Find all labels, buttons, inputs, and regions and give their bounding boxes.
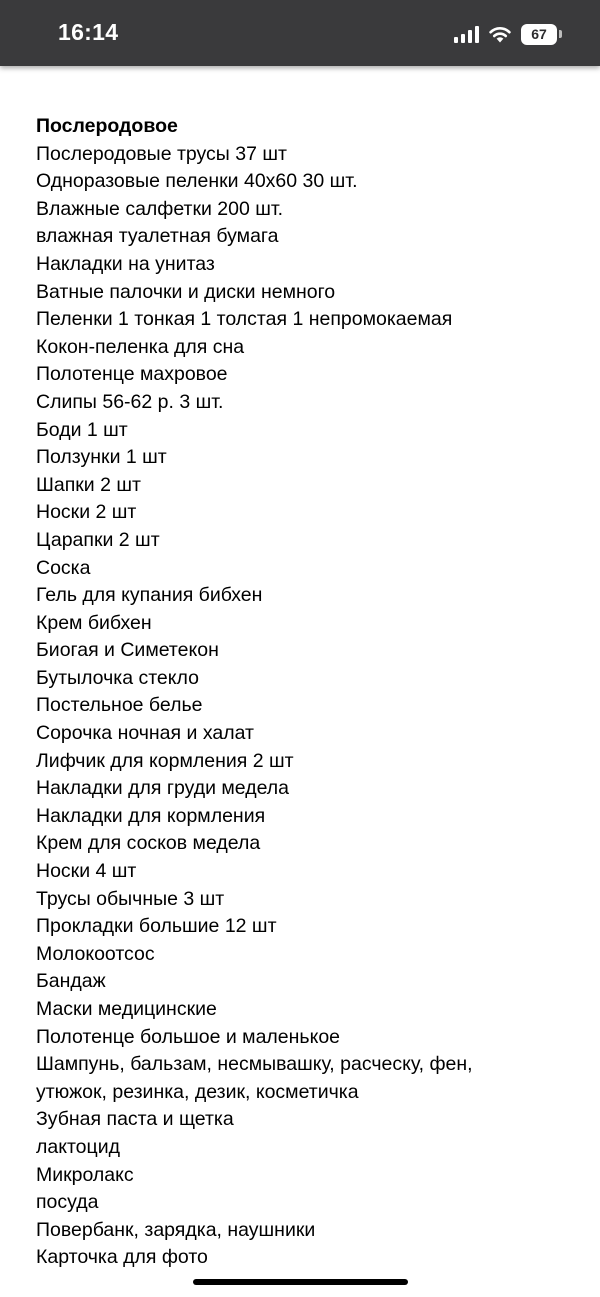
note-title: Послеродовое (36, 115, 178, 137)
status-bar (0, 0, 600, 66)
note-line: Полотенце махровое (36, 363, 228, 386)
note-line: Царапки 2 шт (36, 528, 160, 551)
status-icons (454, 22, 562, 46)
note-line: Одноразовые пеленки 40х60 30 шт. (36, 170, 358, 193)
note-line: Накладки на унитаз (36, 252, 215, 275)
note-line: Биогая и Симетекон (36, 639, 219, 662)
note-line: Крем для сосков медела (36, 832, 261, 855)
note-line: Полотенце большое и маленькое (36, 1025, 341, 1048)
note-line: Слипы 56-62 р. 3 шт. (36, 390, 224, 413)
note-line: Кокон-пеленка для сна (36, 335, 245, 358)
note-line: Бандаж (36, 970, 106, 993)
note-line: Накладки для кормления (36, 804, 266, 827)
note-line: Постельное белье (36, 694, 203, 717)
note-line: посуда (36, 1191, 99, 1214)
battery-icon (521, 24, 562, 45)
note-line: Накладки для груди медела (36, 777, 290, 800)
note-line: Трусы обычные 3 шт (36, 887, 225, 910)
note-line: Крем бибхен (36, 611, 152, 634)
note-line: Молокоотсос (36, 942, 155, 965)
home-indicator[interactable] (193, 1279, 408, 1285)
note-line: Маски медицинские (36, 998, 217, 1020)
status-time: 16:14 (58, 19, 119, 45)
note-line: Лифчик для кормления 2 шт (36, 749, 294, 772)
note-line: утюжок, резинка, дезик, косметичка (36, 1080, 359, 1103)
note-line: Соска (36, 556, 91, 579)
note-line: Носки 4 шт (36, 860, 137, 883)
wifi-icon (488, 25, 512, 43)
note-line: Шампунь, бальзам, несмывашку, расческу, фен, (36, 1053, 473, 1076)
note-line: Влажные салфетки 200 шт. (36, 197, 284, 220)
note-line: влажная туалетная бумага (36, 225, 279, 248)
cellular-signal-icon (454, 26, 479, 43)
note-line: Сорочка ночная и халат (36, 722, 254, 745)
note-lines (36, 141, 576, 1272)
note-line: Повербанк, зарядка, наушники (36, 1218, 316, 1241)
note-line: Зубная паста и щетка (36, 1108, 234, 1131)
note-line: Шапки 2 шт (36, 473, 141, 496)
note-line: Носки 2 шт (36, 501, 137, 524)
note-content[interactable] (36, 113, 576, 1272)
note-line: Ползунки 1 шт (36, 446, 167, 469)
note-line: Послеродовые трусы 37 шт (36, 142, 287, 165)
note-line: Боди 1 шт (36, 418, 128, 441)
battery-level: 67 (521, 24, 557, 45)
note-line: лактоцид (36, 1135, 120, 1158)
note-line: Прокладки большие 12 шт (36, 915, 277, 938)
note-line: Пеленки 1 тонкая 1 толстая 1 непромокаемая (36, 308, 453, 331)
note-line: Ватные палочки и диски немного (36, 280, 336, 303)
note-line: Гель для купания бибхен (36, 584, 263, 607)
note-line: Бутылочка стекло (36, 666, 199, 689)
note-line: Микролакс (36, 1163, 134, 1186)
note-line: Карточка для фото (36, 1246, 208, 1269)
